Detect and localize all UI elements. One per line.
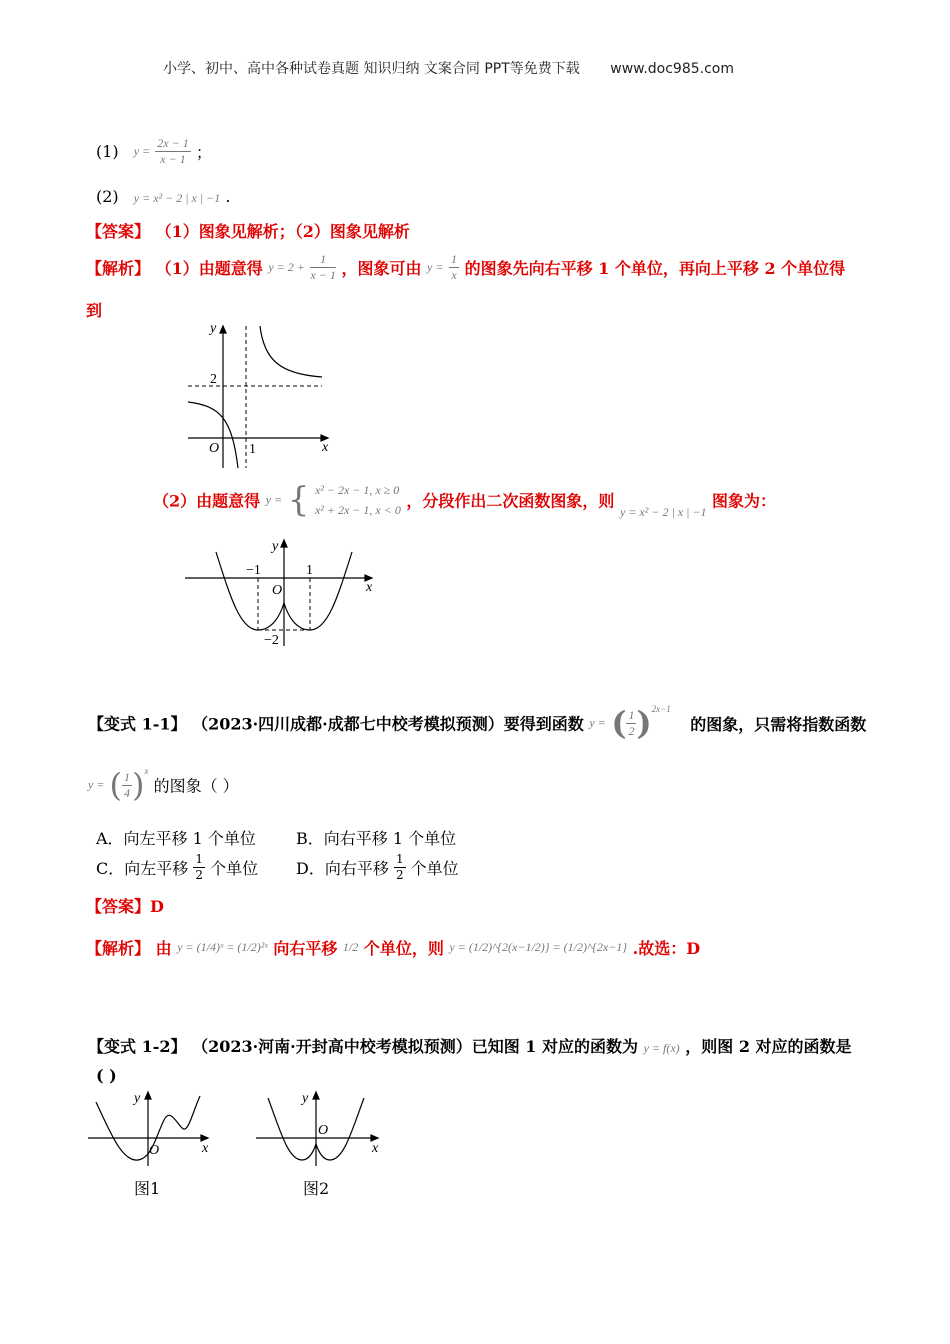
v11-option-c-num: 1	[195, 852, 203, 866]
fig2-origin-label: O	[318, 1123, 329, 1138]
graph-2	[180, 536, 380, 651]
graph1-right-branch	[260, 326, 322, 377]
analysis-expr2-fraction	[449, 252, 459, 283]
piece-cases	[315, 480, 401, 520]
analysis-p2: ，图象可由	[341, 259, 422, 278]
item1-numerator: 2x − 1	[157, 136, 189, 150]
analysis-expr1-denominator: x − 1	[310, 268, 336, 282]
v11-analysis	[86, 936, 700, 972]
item2-end: .	[225, 187, 231, 206]
item1-lhs: y =	[133, 144, 151, 158]
graph1-x-label: x	[322, 440, 329, 455]
part2-p2: ，分段作出二次函数图象，则	[406, 491, 615, 511]
v11-option-d-den: 2	[395, 868, 404, 882]
v11-title-text: （2023·四川成都·成都七中校考模拟预测）要得到函数	[192, 714, 584, 734]
v11-title-label: 【变式 1-1】	[88, 714, 187, 734]
fig2-y-arrow	[313, 1092, 319, 1099]
v11-base-lhs: y =	[88, 777, 105, 792]
v12-title	[88, 1034, 852, 1057]
v11-base-exponent: x	[144, 766, 149, 776]
q1-item1	[96, 136, 212, 172]
v11-func-fraction	[626, 708, 636, 739]
analysis-label: 【解析】	[86, 259, 151, 278]
q1-item2	[96, 187, 230, 206]
v11-base-open-paren: (	[109, 766, 123, 804]
v11-title-text2: 的图象，只需将指数函数	[690, 714, 867, 734]
item1-end: ；	[195, 143, 212, 162]
v12-figure-2-caption: 图2	[303, 1179, 330, 1198]
v12-figure-1	[86, 1088, 216, 1168]
item1-number: (1)	[96, 142, 119, 161]
fig1-y-arrow	[145, 1092, 151, 1099]
v11-option-c-post: 个单位	[210, 859, 259, 878]
v11-analysis-expr2: y = (1/2)^{2(x−1/2)} = (1/2)^{2x−1}	[449, 940, 628, 954]
graph1-y-label: y	[210, 321, 217, 336]
fig2-x-label: x	[372, 1141, 379, 1156]
piece-bottom: x² + 2x − 1, x < 0	[314, 503, 401, 517]
v11-analysis-expr1: y = (1/4)ˣ = (1/2)²ˣ	[177, 940, 268, 954]
v12-title-text: （2023·河南·开封高中校考模拟预测）已知图 1 对应的函数为	[192, 1037, 639, 1056]
v11-func-close-paren: )	[636, 704, 652, 742]
v11-base-denominator: 4	[124, 785, 131, 800]
v11-base-numerator: 1	[124, 769, 131, 784]
v11-option-d-fraction	[394, 852, 406, 883]
graph1-tick-1: 1	[249, 442, 256, 457]
item1-fraction	[155, 136, 190, 167]
fig2-y-label: y	[302, 1091, 309, 1106]
graph1-y-arrow	[220, 326, 226, 333]
header-title: 小学、初中、高中各种试卷真题 知识归纳 文案合同 PPT等免费下载	[163, 61, 580, 77]
v11-analysis-mid2: 个单位，则	[363, 939, 444, 958]
graph2-tick-neg2: −2	[264, 633, 279, 648]
v12-figure-2	[254, 1088, 384, 1168]
graph2-y-label: y	[272, 539, 279, 554]
v11-option-b: B．向右平移 1 个单位	[296, 829, 457, 848]
graph1-left-branch	[188, 402, 238, 468]
analysis-expr2-numerator: 1	[451, 252, 458, 266]
v11-analysis-half: 1/2	[342, 940, 359, 954]
fig1-x-label: x	[202, 1141, 209, 1156]
graph2-y-arrow	[281, 540, 287, 547]
graph-1	[180, 320, 340, 470]
v11-option-d-pre: D．向右平移	[296, 859, 389, 878]
q1-analysis-line2: 到	[86, 301, 103, 320]
v11-base-close-paren: )	[132, 766, 145, 804]
answer-label: 【答案】	[86, 222, 151, 241]
answer-text: （1）图象见解析；（2）图象见解析	[155, 222, 410, 241]
header-site: www.doc985.com	[610, 61, 734, 77]
v11-analysis-label: 【解析】	[86, 939, 151, 958]
v11-title	[88, 704, 866, 754]
v11-option-c-fraction	[193, 852, 205, 883]
v11-analysis-end: .故选：D	[632, 939, 701, 958]
v11-option-c-pre: C．向左平移	[96, 859, 189, 878]
part2-p1: （2）由题意得	[153, 491, 261, 511]
v11-option-c-den: 2	[195, 868, 203, 882]
v11-func-exponent: 2x−1	[651, 704, 671, 714]
v11-option-d	[296, 852, 459, 888]
item1-denominator: x − 1	[160, 152, 186, 166]
v12-figure-1-caption: 图1	[134, 1179, 161, 1198]
analysis-expr1: y = 2 +	[268, 260, 305, 274]
part2-p3: 图象为：	[712, 491, 777, 511]
analysis-expr1-numerator: 1	[310, 252, 335, 268]
v11-analysis-mid: 向右平移	[273, 939, 338, 958]
graph2-tick-1: 1	[306, 563, 313, 578]
q1-analysis-line1	[86, 252, 845, 288]
v11-answer-label: 【答案】	[86, 897, 151, 916]
analysis-expr2-denominator: x	[451, 268, 457, 282]
fig1-origin-label: O	[149, 1143, 160, 1158]
graph1-tick-2: 2	[210, 372, 217, 387]
v11-option-d-num: 1	[395, 852, 404, 866]
graph2-tick-neg1: −1	[246, 563, 261, 578]
piece-top: x² − 2x − 1, x ≥ 0	[314, 483, 400, 497]
piece-brace: {	[287, 480, 310, 520]
v11-line2	[88, 766, 239, 816]
v11-answer-value: D	[150, 897, 164, 916]
part2-expr: y = x² − 2 | x | −1	[620, 505, 707, 519]
v11-base-fraction	[122, 770, 132, 801]
graph2-origin-label: O	[272, 583, 283, 598]
v11-func-numerator: 1	[628, 707, 635, 722]
v12-paren: ( )	[96, 1066, 117, 1085]
q1-part2-line	[153, 480, 776, 524]
v12-func: y = f(x)	[643, 1041, 680, 1055]
analysis-expr1-fraction	[310, 252, 335, 283]
v11-option-a: A．向左平移 1 个单位	[96, 829, 256, 848]
v11-func-denominator: 2	[628, 723, 635, 738]
fig1-y-label: y	[134, 1091, 141, 1106]
graph1-origin-label: O	[209, 441, 220, 456]
page-header	[163, 58, 734, 78]
item2-expr: y = x² − 2 | x | −1	[133, 191, 221, 205]
v11-line2-text: 的图象（ ）	[153, 776, 239, 796]
analysis-p1: （1）由题意得	[155, 259, 263, 278]
piece-lhs: y =	[265, 492, 283, 507]
analysis-expr2: y =	[427, 260, 444, 274]
v11-func-lhs: y =	[589, 715, 606, 730]
v11-func-open-paren: (	[611, 704, 627, 742]
v11-option-d-post: 个单位	[410, 859, 459, 878]
v12-title-label: 【变式 1-2】	[88, 1037, 187, 1056]
v12-title-text2: ，则图 2 对应的函数是	[685, 1037, 852, 1056]
v11-option-c	[96, 852, 258, 888]
q1-answer	[86, 219, 410, 242]
analysis-p3: 的图象先向右平移 1 个单位，再向上平移 2 个单位得	[464, 259, 846, 278]
v11-answer	[86, 894, 164, 917]
v11-analysis-by: 由	[155, 939, 172, 958]
item2-number: (2)	[96, 187, 119, 206]
graph2-x-label: x	[366, 580, 373, 595]
